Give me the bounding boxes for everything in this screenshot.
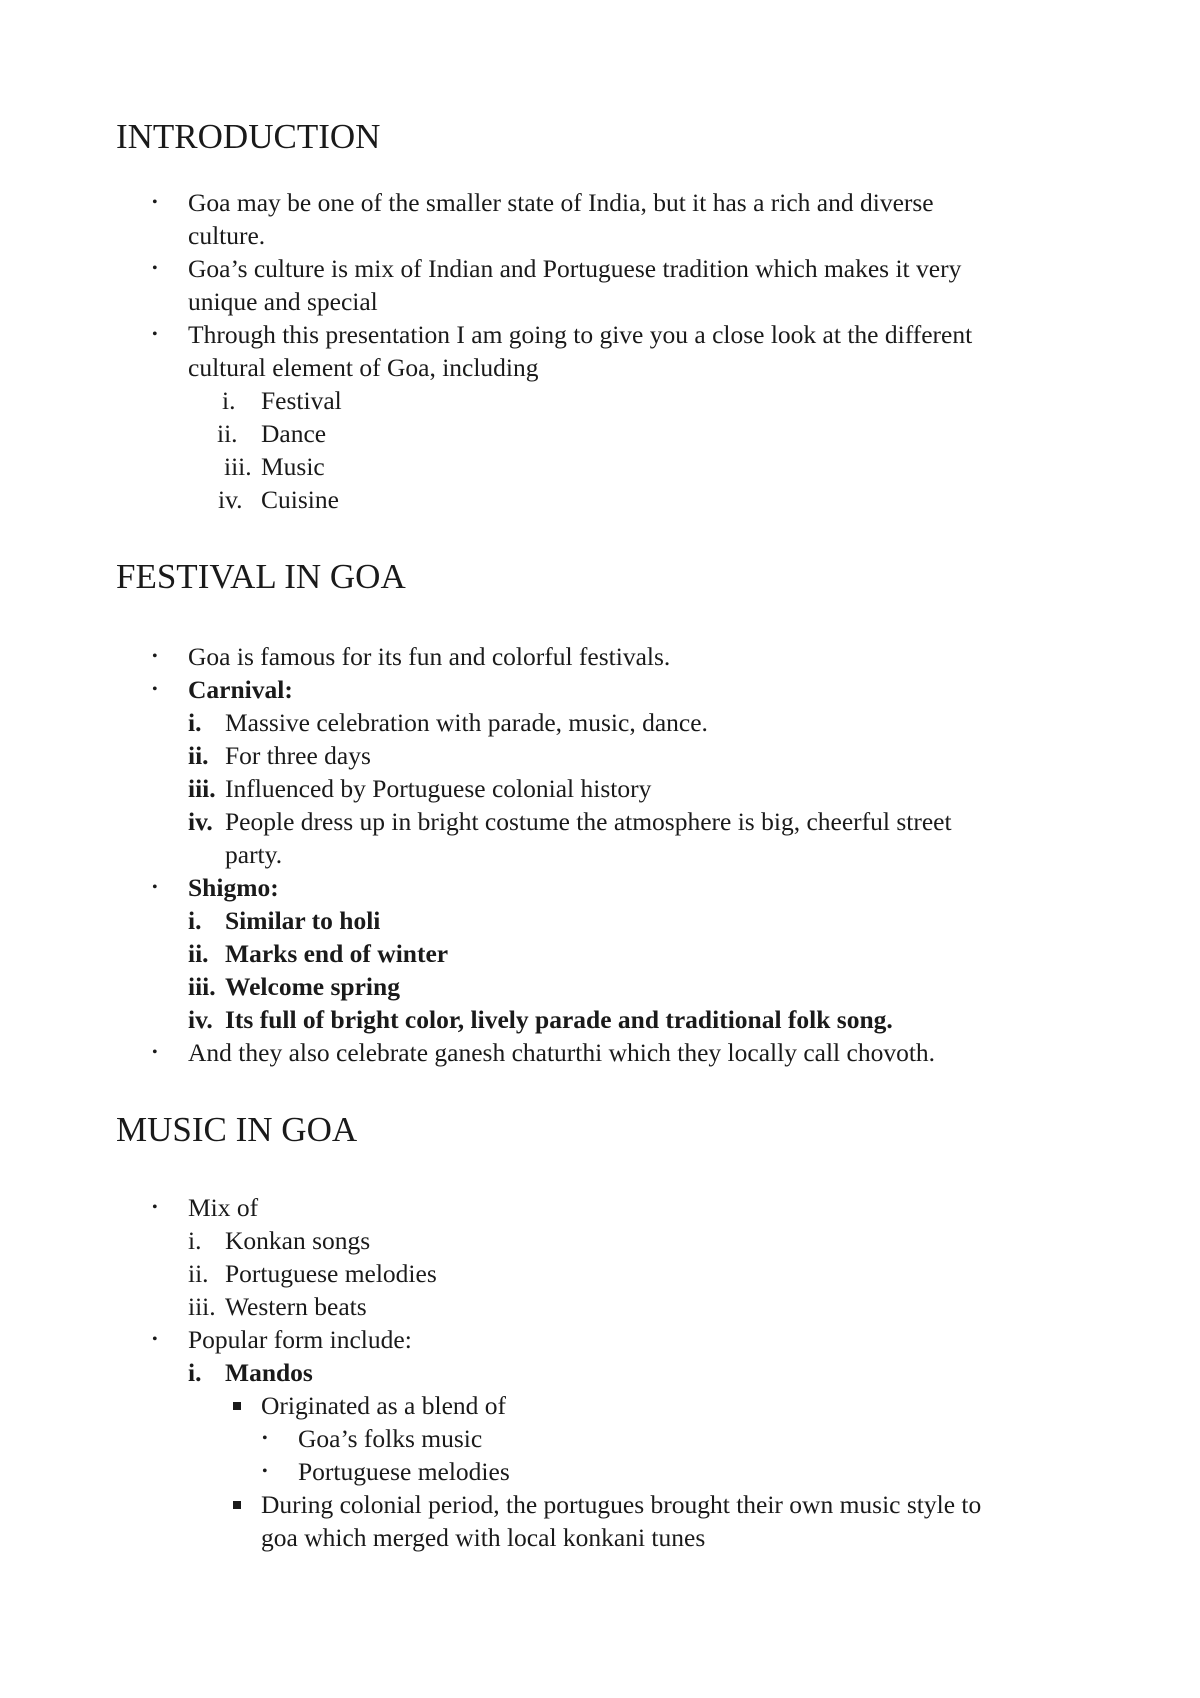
list-marker: iv. — [218, 485, 243, 514]
origin-label: Originated as a blend of — [261, 1391, 507, 1420]
colonial-line-1: During colonial period, the portugues brought their own music style to — [261, 1490, 982, 1519]
list-marker: iii. — [224, 452, 252, 481]
heading-music: MUSIC IN GOA — [116, 1110, 358, 1149]
heading-introduction: INTRODUCTION — [116, 117, 381, 156]
carnival-item: For three days — [225, 741, 371, 770]
bullet-dot: • — [152, 326, 158, 343]
carnival-item: Influenced by Portuguese colonial history — [225, 774, 652, 803]
shigmo-item: Its full of bright color, lively parade and traditional folk song. — [225, 1005, 893, 1034]
bullet-dot: • — [152, 260, 158, 277]
intro-sub-item: Dance — [261, 419, 327, 448]
shigmo-item: Welcome spring — [225, 972, 400, 1001]
list-marker: ii. — [188, 939, 209, 968]
mix-item: Portuguese melodies — [225, 1259, 437, 1288]
carnival-item: Massive celebration with parade, music, dance. — [225, 708, 708, 737]
intro-bullet-2-line-1: Goa’s culture is mix of Indian and Portuguese tradition which makes it very — [188, 254, 962, 283]
intro-bullet-3-line-1: Through this presentation I am going to give you a close look at the different — [188, 320, 973, 349]
list-marker: i. — [188, 906, 202, 935]
list-marker: iv. — [188, 807, 213, 836]
origin-item: Portuguese melodies — [298, 1457, 510, 1486]
list-marker: ii. — [188, 1259, 209, 1288]
shigmo-item: Similar to holi — [225, 906, 381, 935]
origin-item: Goa’s folks music — [298, 1424, 483, 1453]
list-marker: iii. — [188, 972, 216, 1001]
bullet-dot: • — [152, 1331, 158, 1348]
mandos-label: Mandos — [225, 1358, 313, 1387]
list-marker: iii. — [188, 774, 216, 803]
list-marker: ii. — [217, 419, 238, 448]
list-marker: iii. — [188, 1292, 216, 1321]
square-bullet — [233, 1402, 241, 1410]
shigmo-label: Shigmo: — [188, 873, 279, 902]
shigmo-item: Marks end of winter — [225, 939, 449, 968]
festival-bullet-last: And they also celebrate ganesh chaturthi which they locally call chovoth. — [188, 1038, 936, 1067]
intro-sub-item: Music — [261, 452, 325, 481]
bullet-dot: • — [152, 1044, 158, 1061]
bullet-dot: • — [152, 879, 158, 896]
carnival-item: People dress up in bright costume the atmosphere is big, cheerful street — [225, 807, 952, 836]
intro-bullet-1-line-2: culture. — [188, 221, 266, 250]
popular-label: Popular form include: — [188, 1325, 412, 1354]
bullet-dot: • — [152, 1199, 158, 1216]
list-marker: i. — [188, 1358, 202, 1387]
mix-label: Mix of — [188, 1193, 259, 1222]
mix-item: Konkan songs — [225, 1226, 371, 1255]
intro-bullet-1-line-1: Goa may be one of the smaller state of India, but it has a rich and diverse — [188, 188, 934, 217]
list-marker: ii. — [188, 741, 209, 770]
heading-festival: FESTIVAL IN GOA — [116, 557, 406, 596]
bullet-dot: • — [262, 1430, 268, 1447]
colonial-line-2: goa which merged with local konkani tunes — [261, 1523, 706, 1552]
intro-sub-item: Festival — [261, 386, 342, 415]
bullet-dot: • — [152, 194, 158, 211]
festival-bullet-1: Goa is famous for its fun and colorful festivals. — [188, 642, 671, 671]
carnival-label: Carnival: — [188, 675, 293, 704]
carnival-item-continuation: party. — [225, 840, 283, 869]
list-marker: i. — [222, 386, 236, 415]
mix-item: Western beats — [225, 1292, 367, 1321]
intro-bullet-3-line-2: cultural element of Goa, including — [188, 353, 539, 382]
list-marker: i. — [188, 708, 202, 737]
list-marker: iv. — [188, 1005, 213, 1034]
square-bullet — [233, 1501, 241, 1509]
bullet-dot: • — [152, 681, 158, 698]
list-marker: i. — [188, 1226, 202, 1255]
bullet-dot: • — [262, 1463, 268, 1480]
intro-sub-item: Cuisine — [261, 485, 339, 514]
intro-bullet-2-line-2: unique and special — [188, 287, 378, 316]
bullet-dot: • — [152, 648, 158, 665]
